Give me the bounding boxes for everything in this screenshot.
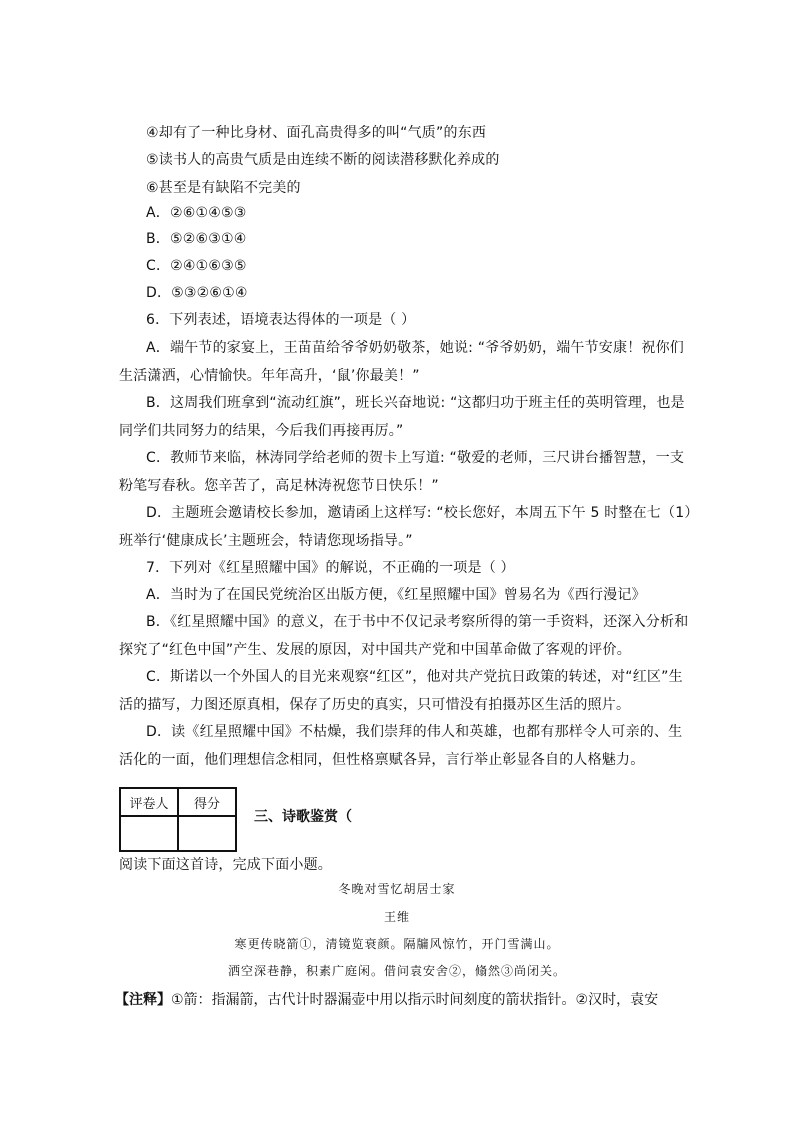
- q6-option-a-cont: 生活潇洒，心情愉快。年年高升，‘鼠’你最美！”: [119, 368, 420, 384]
- q7-option-b: B．《红星照耀中国》的意义，在于书中不仅记录考察所得的第一手资料，还深入分析和: [146, 614, 689, 630]
- q7-stem: 7．下列对《红星照耀中国》的解说，不正确的一项是（ ）: [146, 560, 515, 576]
- q6-option-d-cont: 班举行‘健康成长’主题班会，特请您现场指导。”: [119, 533, 413, 549]
- q7-option-c: C．斯诺以一个外国人的目光来观察“红区”，他对共产党抗日政策的转述，对“红区”生: [146, 669, 683, 685]
- q6-option-b-cont: 同学们共同努力的结果，今后我们再接再厉。”: [119, 423, 404, 439]
- q6-stem: 6．下列表述，语境表达得体的一项是（ ）: [146, 312, 416, 328]
- score-table: [119, 787, 237, 852]
- score-header: 得分: [178, 788, 236, 816]
- q7-option-b-cont: 探究了“红色中国”产生、发展的原因，对中国共产党和中国革命做了客观的评价。: [119, 642, 631, 658]
- poem-line-2: 洒空深巷静，积素广庭闲。借问袁安舍②，翛然③尚闭关。: [227, 964, 566, 978]
- q6-option-b: B．这周我们班拿到“流动红旗”，班长兴奋地说: “这都归功于班主任的英明管理，也是: [146, 395, 685, 411]
- q7-option-c-cont: 活的描写，力图还原真相，保存了历史的真实，只可惜没有拍摄苏区生活的照片。: [119, 697, 631, 713]
- q5-item-5: ⑤读书人的高贵气质是由连续不断的阅读潜移默化养成的: [146, 152, 500, 168]
- reviewer-cell: [120, 816, 178, 851]
- q7-option-a: A．当时为了在国民党统治区出版方便，《红星照耀中国》曾易名为《西行漫记》: [146, 587, 646, 603]
- poem-author: 王维: [383, 910, 410, 924]
- q5-option-b: B．⑤②⑥③①④: [146, 231, 247, 247]
- q6-option-d: D．主题班会邀请校长参加，邀请函上这样写: “校长您好，本周五下午 5 时整在七（1）: [146, 505, 699, 521]
- note-text: ①箭：指漏箭，古代计时器漏壶中用以指示时间刻度的箭状指针。②汉时，袁安: [171, 992, 659, 1008]
- poem-note: [115, 990, 658, 1010]
- q5-option-d: D．⑤③②⑥①④: [146, 285, 248, 301]
- reviewer-header: 评卷人: [120, 788, 178, 816]
- poem-line-1: 寒更传晓箭①，清镜览衰颜。隔牖风惊竹，开门雪满山。: [234, 937, 560, 951]
- q7-option-d: D．读《红星照耀中国》不枯燥，我们崇拜的伟人和英雄，也都有那样令人可亲的、生: [146, 724, 683, 740]
- q5-item-4: ④却有了一种比身材、面孔高贵得多的叫“气质”的东西: [146, 125, 487, 141]
- q6-option-c: C．教师节来临，林涛同学给老师的贺卡上写道: “敬爱的老师，三尺讲台播智慧，一支: [146, 450, 685, 466]
- poem-title: 冬晚对雪忆胡居士家: [338, 882, 456, 896]
- note-label: 【注释】: [115, 992, 171, 1008]
- section-3-title: 三、诗歌鉴赏（: [254, 809, 352, 825]
- q5-item-6: ⑥甚至是有缺陷不完美的: [146, 180, 301, 196]
- reading-instruction: 阅读下面这首诗，完成下面小题。: [119, 857, 332, 873]
- q6-option-c-cont: 粉笔写春秋。您辛苦了，高足林涛祝您节日快乐！”: [119, 478, 439, 494]
- score-cell: [178, 816, 236, 851]
- q5-option-a: A．②⑥①④⑤③: [146, 205, 247, 221]
- q6-option-a: A．端午节的家宴上，王苗苗给爷爷奶奶敬茶，她说: “爷爷奶奶，端午节安康！祝你们: [146, 340, 684, 356]
- q5-option-c: C．②④①⑥③⑤: [146, 258, 247, 274]
- q7-option-d-cont: 活化的一面，他们理想信念相同，但性格禀赋各异，言行举止彰显各自的人格魅力。: [119, 752, 645, 768]
